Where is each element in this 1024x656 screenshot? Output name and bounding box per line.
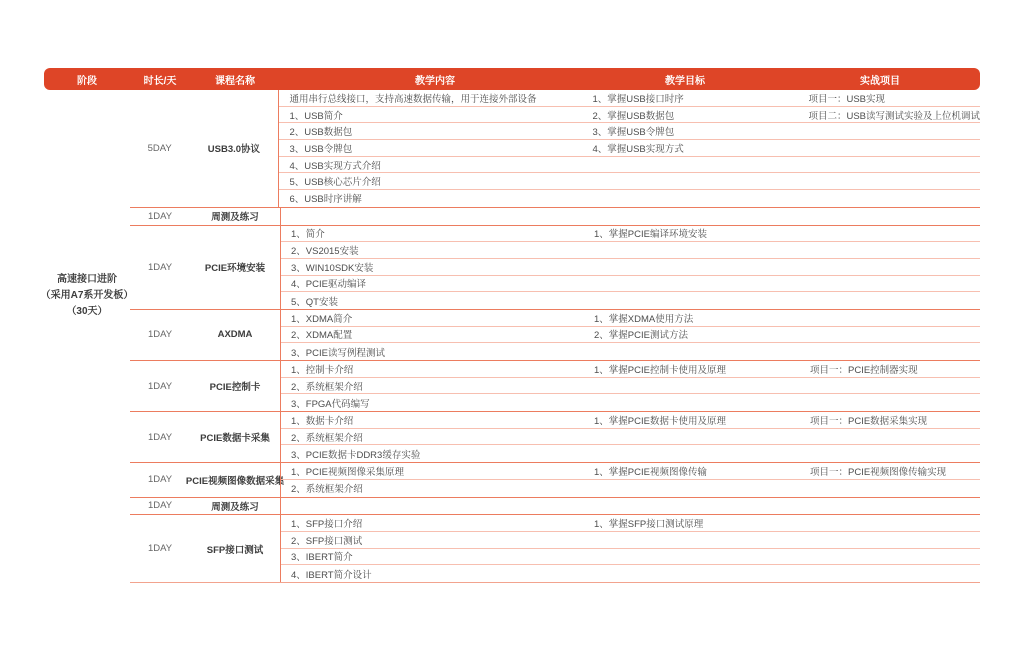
table-row <box>281 378 980 395</box>
table-row <box>281 226 980 243</box>
course-name-cell: USB3.0协议 <box>207 144 261 156</box>
stage-line-2: （采用A7系开发板） <box>40 290 134 302</box>
header-col-duration: 时长/天 <box>143 75 177 87</box>
course-section <box>130 90 980 208</box>
goal-cell: 1、掌握PCIE编译环境安装 <box>594 229 707 241</box>
table-row <box>281 463 980 480</box>
content-cell: 3、WIN10SDK安装 <box>291 262 374 274</box>
header-col-goal: 教学目标 <box>665 75 705 87</box>
stage-cell <box>40 90 134 583</box>
course-section <box>130 515 980 583</box>
course-section <box>130 463 980 497</box>
content-cell: 2、SFP接口测试 <box>291 535 363 547</box>
goal-cell: 3、掌握USB令牌包 <box>592 127 675 139</box>
content-cell: 5、QT安装 <box>291 296 338 308</box>
content-cell: 3、FPGA代码编写 <box>291 398 370 410</box>
content-cell: 1、SFP接口介绍 <box>291 519 363 531</box>
course-name-cell: PCIE控制卡 <box>209 382 261 394</box>
course-name-cell: PCIE环境安装 <box>204 263 266 275</box>
header-col-project: 实战项目 <box>860 75 900 87</box>
table-row <box>281 361 980 378</box>
table-row <box>281 208 980 225</box>
duration-cell: 5DAY <box>147 142 172 154</box>
table-row <box>281 292 980 309</box>
course-section <box>130 226 980 310</box>
goal-cell: 1、掌握PCIE控制卡使用及原理 <box>594 364 726 376</box>
content-cell: 5、USB核心芯片介绍 <box>289 177 381 189</box>
goal-cell: 4、掌握USB实现方式 <box>592 143 684 155</box>
table-row <box>281 480 980 497</box>
section-rows <box>280 361 980 411</box>
content-cell: 4、PCIE驱动编译 <box>291 279 366 291</box>
section-rows <box>280 412 980 462</box>
header-col-course: 课程名称 <box>215 75 255 87</box>
goal-cell: 2、掌握USB数据包 <box>592 110 675 122</box>
section-rows <box>278 90 980 207</box>
content-cell: 3、USB令牌包 <box>289 143 353 155</box>
table-row <box>281 343 980 360</box>
header-col-content: 教学内容 <box>415 75 455 87</box>
course-name-cell: PCIE数据卡采集 <box>200 433 270 445</box>
table-body <box>40 90 980 583</box>
table-row <box>281 565 980 582</box>
table-row <box>281 549 980 566</box>
content-cell: 1、简介 <box>291 229 325 241</box>
table-row <box>281 310 980 327</box>
goal-cell: 1、掌握PCIE视频图像传输 <box>594 466 707 478</box>
course-name-cell: PCIE视频图像数据采集 <box>185 475 285 487</box>
content-cell: 3、PCIE数据卡DDR3缓存实验 <box>291 449 421 461</box>
content-cell: 1、PCIE视频图像采集原理 <box>291 466 404 478</box>
table-row <box>281 412 980 429</box>
table-row <box>281 445 980 462</box>
content-cell: 1、数据卡介绍 <box>291 415 354 427</box>
duration-cell: 1DAY <box>147 543 173 555</box>
section-rows <box>280 463 980 496</box>
project-cell: 项目二：USB读写测试实验及上位机调试 <box>808 110 980 122</box>
content-cell: 4、USB实现方式介绍 <box>289 160 381 172</box>
table-row <box>279 107 980 124</box>
content-cell: 2、VS2015安装 <box>291 246 359 258</box>
content-cell: 1、XDMA简介 <box>291 313 353 325</box>
course-name-cell: 周测及练习 <box>211 212 259 224</box>
table-row <box>279 123 980 140</box>
project-cell: 项目一：PCIE视频图像传输实现 <box>810 466 947 478</box>
section-rows <box>280 310 980 360</box>
table-row <box>281 429 980 446</box>
content-cell: 4、IBERT简介设计 <box>291 569 372 581</box>
table-body-sections <box>130 90 980 583</box>
project-cell: 项目一：PCIE控制器实现 <box>810 364 918 376</box>
content-cell: 2、系统框架介绍 <box>291 484 363 496</box>
goal-cell: 1、掌握USB接口时序 <box>592 93 684 105</box>
goal-cell: 2、掌握PCIE测试方法 <box>594 330 688 342</box>
course-section <box>130 310 980 361</box>
duration-cell: 1DAY <box>147 500 173 512</box>
stage-line-3: （30天） <box>66 306 108 318</box>
duration-cell: 1DAY <box>147 329 173 341</box>
table-row <box>279 190 980 207</box>
table-row <box>279 90 980 107</box>
table-row <box>281 327 980 344</box>
table-row <box>281 532 980 549</box>
course-section <box>130 412 980 463</box>
table-row <box>281 276 980 293</box>
content-cell: 2、系统框架介绍 <box>291 432 363 444</box>
content-cell: 3、PCIE读写例程测试 <box>291 347 385 359</box>
duration-cell: 1DAY <box>147 261 173 273</box>
table-row <box>281 242 980 259</box>
content-cell: 6、USB时序讲解 <box>289 194 362 206</box>
content-cell: 3、IBERT简介 <box>291 552 353 564</box>
content-cell: 1、控制卡介绍 <box>291 364 354 376</box>
course-name-cell: AXDMA <box>217 329 253 341</box>
section-rows <box>280 226 980 309</box>
course-section <box>130 498 980 516</box>
content-cell: 2、XDMA配置 <box>291 330 353 342</box>
course-section <box>130 208 980 226</box>
header-col-stage: 阶段 <box>77 75 97 87</box>
table-row <box>281 259 980 276</box>
duration-cell: 1DAY <box>147 474 173 486</box>
stage-line-1: 高速接口进阶 <box>57 274 117 286</box>
content-cell: 1、USB简介 <box>289 110 343 122</box>
table-row <box>279 173 980 190</box>
section-rows <box>280 498 980 515</box>
table-row <box>281 498 980 515</box>
table-row <box>281 515 980 532</box>
project-cell: 项目一：PCIE数据采集实现 <box>810 415 928 427</box>
project-cell: 项目一：USB实现 <box>808 93 885 105</box>
table-row <box>279 157 980 174</box>
goal-cell: 1、掌握PCIE数据卡使用及原理 <box>594 415 726 427</box>
content-cell: 2、USB数据包 <box>289 127 353 139</box>
content-cell: 通用串行总线接口，支持高速数据传输，用于连接外部设备 <box>289 93 537 105</box>
table-row <box>281 394 980 411</box>
section-rows <box>280 515 980 582</box>
course-name-cell: 周测及练习 <box>211 501 259 513</box>
course-schedule-table <box>40 68 980 583</box>
goal-cell: 1、掌握XDMA使用方法 <box>594 313 694 325</box>
goal-cell: 1、掌握SFP接口测试原理 <box>594 519 704 531</box>
duration-cell: 1DAY <box>147 380 173 392</box>
duration-cell: 1DAY <box>147 431 173 443</box>
section-rows <box>280 208 980 225</box>
duration-cell: 1DAY <box>147 210 173 222</box>
course-section <box>130 361 980 412</box>
course-name-cell: SFP接口测试 <box>206 544 264 556</box>
content-cell: 2、系统框架介绍 <box>291 381 363 393</box>
table-row <box>279 140 980 157</box>
table-header-row <box>44 68 980 90</box>
